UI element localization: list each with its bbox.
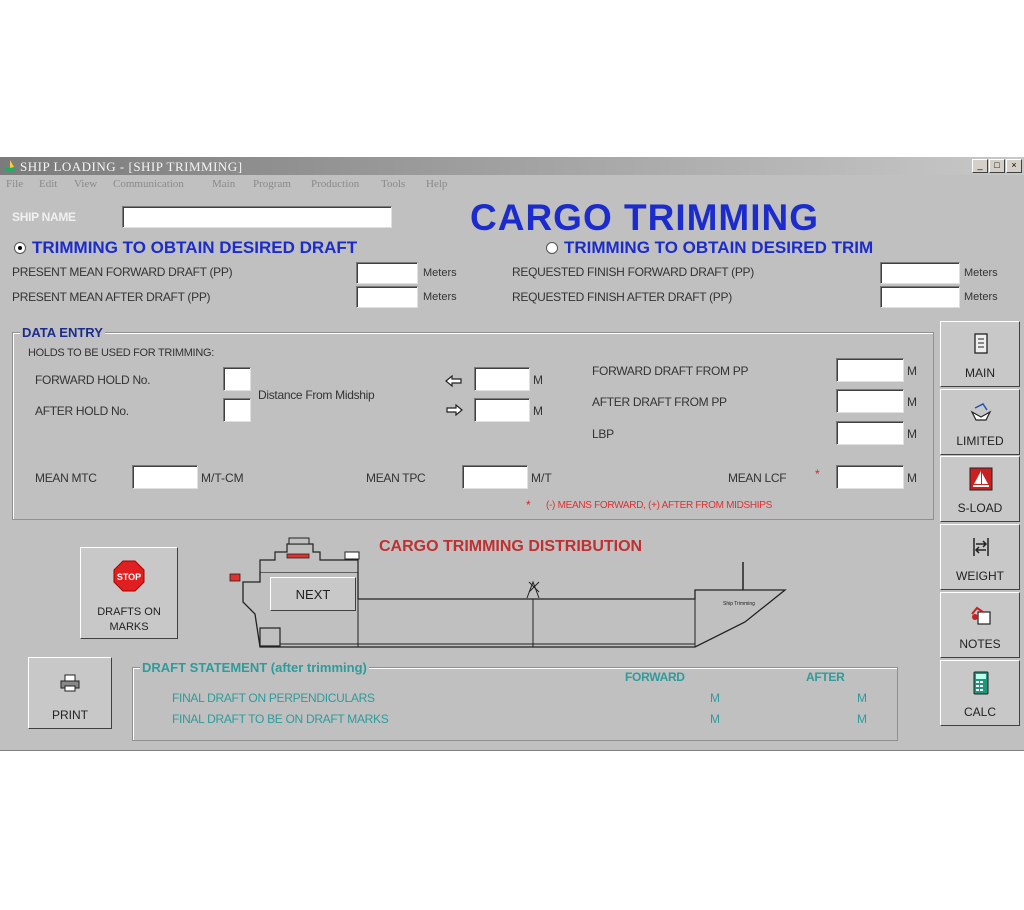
present-aft-input[interactable] <box>356 286 418 308</box>
fwd-distance-unit: M <box>533 373 543 387</box>
data-entry-title: DATA ENTRY <box>22 325 103 340</box>
page-title: CARGO TRIMMING <box>470 197 820 238</box>
present-aft-label: PRESENT MEAN AFTER DRAFT (PP) <box>12 290 211 304</box>
distance-label: Distance From Midship <box>258 388 375 402</box>
next-button[interactable] <box>270 577 356 611</box>
maximize-button[interactable]: □ <box>989 159 1005 173</box>
mean-mtc-input[interactable] <box>132 465 198 489</box>
menu-view[interactable]: View <box>74 178 98 190</box>
fwd-hold-label: FORWARD HOLD No. <box>35 373 151 387</box>
direction-note: (-) MEANS FORWARD, (+) AFTER FROM MIDSHIPS <box>546 500 773 511</box>
nav-main-label: MAIN <box>965 366 995 380</box>
radio-desired-trim[interactable] <box>546 242 558 254</box>
print-label: PRINT <box>52 708 88 722</box>
ship-tilt-icon <box>969 400 993 424</box>
requested-fwd-input[interactable] <box>880 262 960 284</box>
col-forward: FORWARD <box>625 670 685 684</box>
aft-distance-unit: M <box>533 404 543 418</box>
nav-notes-label: NOTES <box>959 637 1001 651</box>
document-icon <box>969 332 993 356</box>
nav-weight-button[interactable] <box>940 524 1020 590</box>
aft-hold-input[interactable] <box>223 398 251 422</box>
nav-calc-button[interactable] <box>940 660 1020 726</box>
tpc-unit: M/T <box>531 471 552 485</box>
requested-aft-label: REQUESTED FINISH AFTER DRAFT (PP) <box>512 290 732 304</box>
menu-help[interactable]: Help <box>426 178 448 190</box>
calculator-icon <box>969 671 993 695</box>
lbp-label: LBP <box>592 427 614 441</box>
final-draft-pp-label: FINAL DRAFT ON PERPENDICULARS <box>172 691 375 705</box>
lbp-input[interactable] <box>836 421 904 445</box>
lcf-unit: M <box>907 471 917 485</box>
present-fwd-input[interactable] <box>356 262 418 284</box>
final-draft-pp-fwd: M <box>710 691 720 705</box>
col-after: AFTER <box>806 670 845 684</box>
radio-desired-draft[interactable] <box>14 242 26 254</box>
menu-file[interactable]: File <box>6 178 24 190</box>
nav-limited-label: LIMITED <box>956 434 1004 448</box>
nav-sload-label: S-LOAD <box>957 501 1003 515</box>
mean-lcf-label: MEAN LCF <box>728 471 787 485</box>
minimize-button[interactable]: _ <box>972 159 988 173</box>
svg-text:STOP: STOP <box>116 572 142 582</box>
final-draft-pp-aft: M <box>857 691 867 705</box>
menu-tools[interactable]: Tools <box>381 178 406 190</box>
arrow-right-icon <box>444 403 464 417</box>
note-asterisk: * <box>526 498 531 512</box>
fwd-distance-input[interactable] <box>474 367 530 391</box>
mtc-unit: M/T-CM <box>201 471 244 485</box>
distribution-title: CARGO TRIMMING DISTRIBUTION <box>379 538 643 555</box>
requested-aft-input[interactable] <box>880 286 960 308</box>
next-label: NEXT <box>295 587 331 602</box>
final-draft-marks-fwd: M <box>710 712 720 726</box>
nav-main-button[interactable] <box>940 321 1020 387</box>
menu-bar <box>0 175 1024 193</box>
fwd-hold-input[interactable] <box>223 367 251 391</box>
title-bar <box>0 157 1024 175</box>
present-fwd-unit: Meters <box>423 267 457 279</box>
menu-main[interactable]: Main <box>212 178 236 190</box>
fwd-draft-pp-unit: M <box>907 364 917 378</box>
aft-draft-pp-label: AFTER DRAFT FROM PP <box>592 395 727 409</box>
aft-distance-input[interactable] <box>474 398 530 422</box>
mean-tpc-label: MEAN TPC <box>366 471 426 485</box>
drafts-on-marks-button[interactable] <box>80 547 178 639</box>
menu-production[interactable]: Production <box>311 178 360 190</box>
draft-statement-title: DRAFT STATEMENT (after trimming) <box>142 660 367 675</box>
ship-name-input[interactable] <box>122 206 392 228</box>
nav-sload-button[interactable] <box>940 456 1020 522</box>
transfer-icon <box>969 535 993 559</box>
mean-mtc-label: MEAN MTC <box>35 471 97 485</box>
arrow-left-icon <box>444 374 464 388</box>
nav-calc-label: CALC <box>963 705 996 719</box>
holds-label: HOLDS TO BE USED FOR TRIMMING: <box>28 347 214 359</box>
requested-fwd-label: REQUESTED FINISH FORWARD DRAFT (PP) <box>512 265 754 279</box>
lcf-asterisk: * <box>815 467 820 481</box>
menu-communication[interactable]: Communication <box>113 178 184 190</box>
fwd-draft-pp-label: FORWARD DRAFT FROM PP <box>592 364 749 378</box>
ship-name-label: SHIP NAME <box>12 210 76 224</box>
aft-draft-pp-input[interactable] <box>836 389 904 413</box>
final-draft-marks-aft: M <box>857 712 867 726</box>
present-aft-unit: Meters <box>423 291 457 303</box>
close-button[interactable]: × <box>1006 159 1022 173</box>
data-entry-group <box>12 332 934 520</box>
lbp-unit: M <box>907 427 917 441</box>
desired-draft-label: TRIMMING TO OBTAIN DESIRED DRAFT <box>32 238 358 257</box>
notes-icon <box>969 603 993 627</box>
mean-lcf-input[interactable] <box>836 465 904 489</box>
sail-icon <box>969 467 993 491</box>
app-icon <box>3 159 17 172</box>
fwd-draft-pp-input[interactable] <box>836 358 904 382</box>
nav-notes-button[interactable] <box>940 592 1020 658</box>
print-button[interactable] <box>28 657 112 729</box>
final-draft-marks-label: FINAL DRAFT TO BE ON DRAFT MARKS <box>172 712 389 726</box>
desired-trim-label: TRIMMING TO OBTAIN DESIRED TRIM <box>564 238 874 257</box>
stop-icon <box>113 560 145 592</box>
nav-weight-label: WEIGHT <box>956 569 1004 583</box>
requested-fwd-unit: Meters <box>964 267 998 279</box>
printer-icon <box>60 674 80 692</box>
menu-edit[interactable]: Edit <box>39 178 58 190</box>
drafts-on-marks-label: DRAFTS ON MARKS <box>97 606 161 633</box>
nav-limited-button[interactable] <box>940 389 1020 455</box>
mean-tpc-input[interactable] <box>462 465 528 489</box>
present-fwd-label: PRESENT MEAN FORWARD DRAFT (PP) <box>12 265 233 279</box>
aft-hold-label: AFTER HOLD No. <box>35 404 129 418</box>
window-title: SHIP LOADING - [SHIP TRIMMING] <box>20 159 243 174</box>
requested-aft-unit: Meters <box>964 291 998 303</box>
app-window <box>0 157 1024 751</box>
aft-draft-pp-unit: M <box>907 395 917 409</box>
menu-program[interactable]: Program <box>253 178 291 190</box>
ship-tag: Ship Trimming <box>723 601 755 607</box>
